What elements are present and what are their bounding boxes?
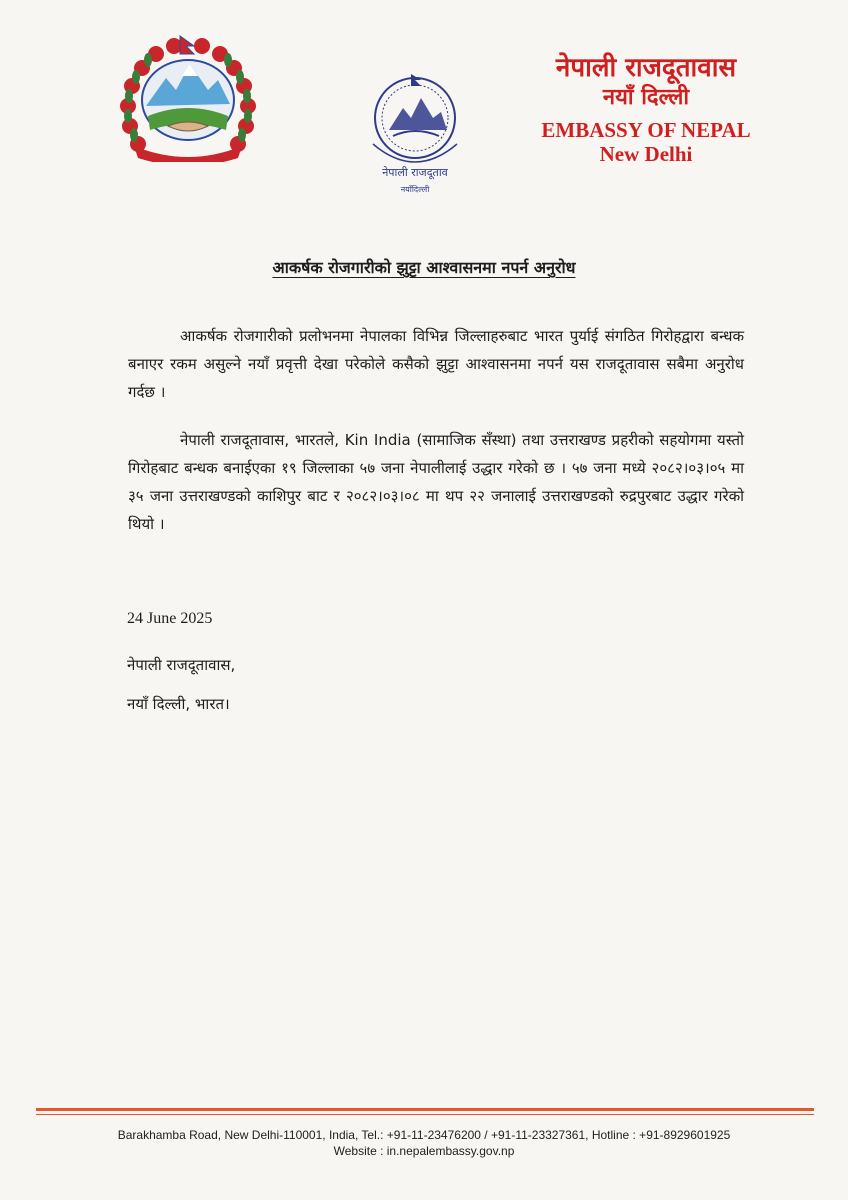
subject-heading [0, 256, 848, 278]
embassy-name-nepali: नेपाली राजदूतावास [555, 53, 737, 83]
signature-line-1: नेपाली राजदूतावास, [127, 656, 236, 674]
body-paragraph-2: नेपाली राजदूतावास, भारतले, Kin India (सामाजिक सँस्था) तथा उत्तराखण्ड प्रहरीको सहयोगमा यस्तो गिरोहबाट बन्धक बनाईएका १९ जिल्लाका ५७ जना नेपालीलाई उद्धार गरेको छ । ५७ जना मध्ये २०८२।०३।०५ मा ३५ जना उत्तराखण्डको काशिपुर बाट र २०८२।०३।०८ मा थप २२ जनालाई उत्तराखण्डको रुद्रपुरबाट उद्धार गरेको थियो । [128, 431, 744, 533]
body-paragraph-1: आकर्षक रोजगारीको प्रलोभनमा नेपालका विभिन्न जिल्लाहरुबाट भारत पुर्याई संगठित गिरोहद्वारा बन्धक बनाएर रकम असुल्ने नयाँ प्रवृत्ती देखा परेकोले कसैको झुट्टा आश्वासनमा नपर्न यस राजदूतावास सबैमा अनुरोध गर्दछ । [128, 327, 744, 401]
embassy-city-nepali: नयाँ दिल्ली [602, 85, 690, 110]
letterhead [506, 52, 786, 166]
footer-rule-thin [36, 1114, 814, 1115]
footer [0, 1127, 848, 1159]
embassy-seal-icon [355, 68, 475, 200]
nepal-emblem-icon [118, 34, 258, 162]
letter-date: 24 June 2025 [127, 610, 213, 627]
embassy-name-english: EMBASSY OF NEPAL [541, 118, 751, 142]
signature-line-2: नयाँ दिल्ली, भारत। [127, 695, 230, 713]
subject-text: आकर्षक रोजगारीको झुट्टा आश्वासनमा नपर्न अनुरोध [272, 258, 576, 277]
svg-text:नयाँदिल्ली: नयाँदिल्ली [400, 185, 430, 194]
footer-rule [36, 1108, 814, 1111]
embassy-city-english: New Delhi [599, 142, 693, 166]
svg-text:नेपाली राजदूताव: नेपाली राजदूताव [382, 166, 448, 179]
footer-address: Barakhamba Road, New Delhi-110001, India, Tel.: +91-11-23476200 / +91-11-23327361, Hotline : +91-8929601925 [117, 1128, 731, 1142]
footer-website: Website : in.nepalembassy.gov.np [333, 1144, 515, 1158]
